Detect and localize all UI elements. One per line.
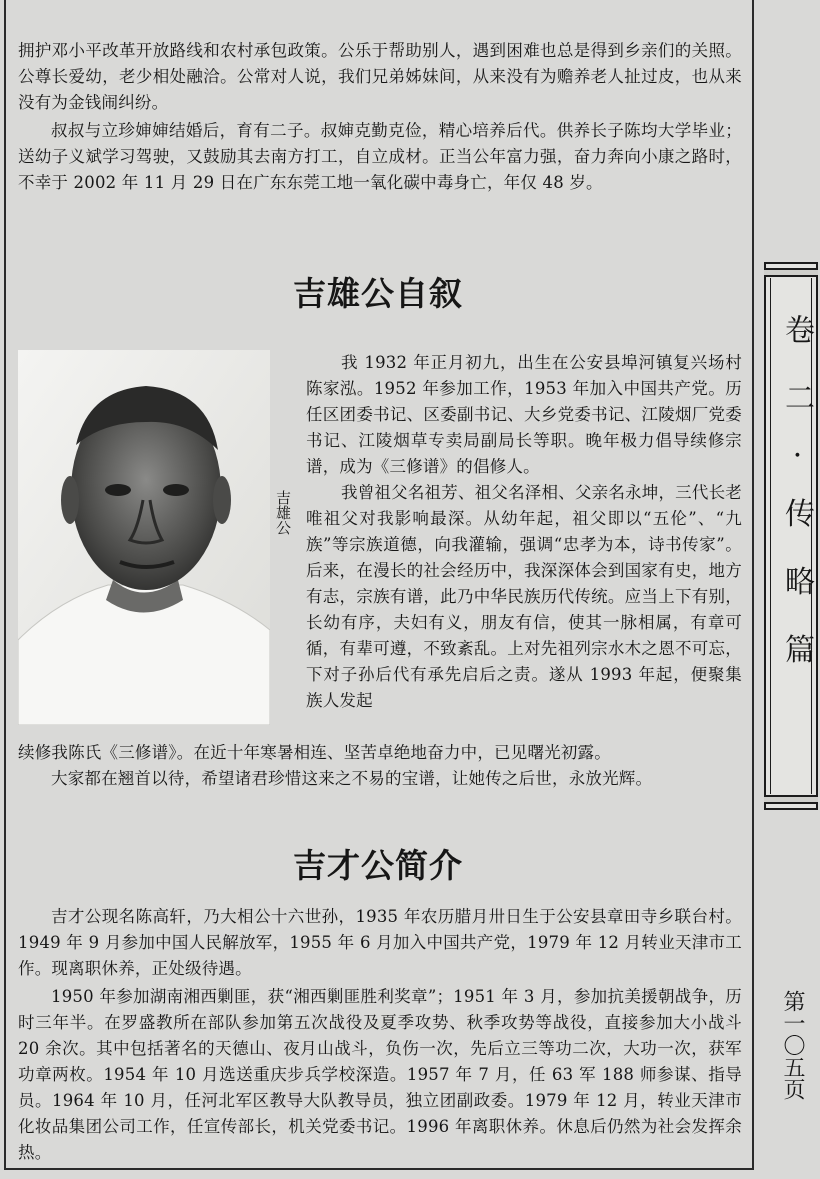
page-number: 第一〇五页 [780,990,805,1100]
section-title-jixiong: 吉雄公自叙 [293,274,463,313]
jixiong-paragraph-2: 我曾祖父名祖芳、祖父名泽相、父亲名永坤，三代长老唯祖父对我影响最深。从幼年起，祖父即以“五伦”、“九族”等宗族道德，向我灌输，强调“忠孝为本，诗书传家”。后来，在漫长的社会经历中，我深深体会到国家有史，地方有志，宗族有谱，此乃中华民族历代传统。应当上下有别，长幼有序，夫妇有义，朋友有信，使其一脉相属，有章可循，有辈可遵，不致紊乱。上对先祖列宗水木之恩不可忘，下对子孙后代有承先启后之责。遂从 1993 年起，便聚集族人发起 [306,483,742,710]
side-panel-top-cap [764,268,818,277]
intro-paragraph-2: 叔叔与立珍婶婶结婚后，育有二子。叔婶克勤克俭，精心培养后代。供养长子陈均大学毕业；送幼子义斌学习驾驶，又鼓励其去南方打工，自立成材。正当公年富力强，奋力奔向小康之路时，不幸于 2002 年 11 月 29 日在广东东莞工地一氧化碳中毒身亡，年仅 48 岁。 [18,121,742,192]
photo-caption: 吉雄公 [274,490,292,535]
intro-paragraph-1: 拥护邓小平改革开放路线和农村承包政策。公乐于帮助别人，遇到困难也总是得到乡亲们的关照。公尊长爱幼，老少相处融洽。公常对人说，我们兄弟姊妹间，从来没有为赡养老人扯过皮，也从来没有为金钱闹纠纷。 [18,41,742,112]
portrait-image [18,350,270,725]
section-title-jicai: 吉才公简介 [293,846,463,885]
jixiong-paragraph-3: 大家都在翘首以待，希望诸君珍惜这来之不易的宝谱，让她传之后世，永放光辉。 [51,769,653,788]
portrait-photo [18,350,270,725]
chapter-side-panel [764,262,818,810]
jicai-paragraph-1: 吉才公现名陈高轩，乃大相公十六世孙，1935 年农历腊月卅日生于公安县章田寺乡联台村。1949 年 9 月参加中国人民解放军，1955 年 6 月加入中国共产党，1979 年 12 月转业天津市工作。现离职休养，正处级待遇。 [18,907,742,978]
side-panel-bottom-cap [764,795,818,804]
jixiong-paragraph-1: 我 1932 年正月初九，出生在公安县埠河镇复兴场村陈家泓。1952 年参加工作，1953 年加入中国共产党。历任区团委书记、区委副书记、大乡党委书记、江陵烟厂党委书记、江陵烟草专卖局副局长等职。晚年极力倡导续修宗谱，成为《三修谱》的倡修人。 [306,353,742,476]
jixiong-paragraph-2-continued: 续修我陈氏《三修谱》。在近十年寒暑相连、坚苦卓绝地奋力中，已见曙光初露。 [18,743,611,762]
jicai-paragraph-2: 1950 年参加湖南湘西剿匪，获“湘西剿匪胜利奖章”；1951 年 3 月，参加抗美援朝战争，历时三年半。在罗盛教所在部队参加第五次战役及夏季攻势、秋季攻势等战役，直接参加大小战斗 20 余次。其中包括著名的天德山、夜月山战斗，负伤一次，先后立三等功二次，大功一次，获军功章两枚。1954 年 10 月选送重庆步兵学校深造。1957 年 7 月，任 63 军 188 师参谋、指导员。1964 年 10 月，任河北军区教导大队教导员，独立团副政委。1979 年 12 月，转业天津市化妆品集团公司工作，任宣传部长，机关党委书记。1996 年离职休养。休息后仍然为社会发挥余热。 [18,987,742,1162]
chapter-title: 卷二·传略篇 [779,314,814,702]
side-panel-inner [770,278,812,794]
